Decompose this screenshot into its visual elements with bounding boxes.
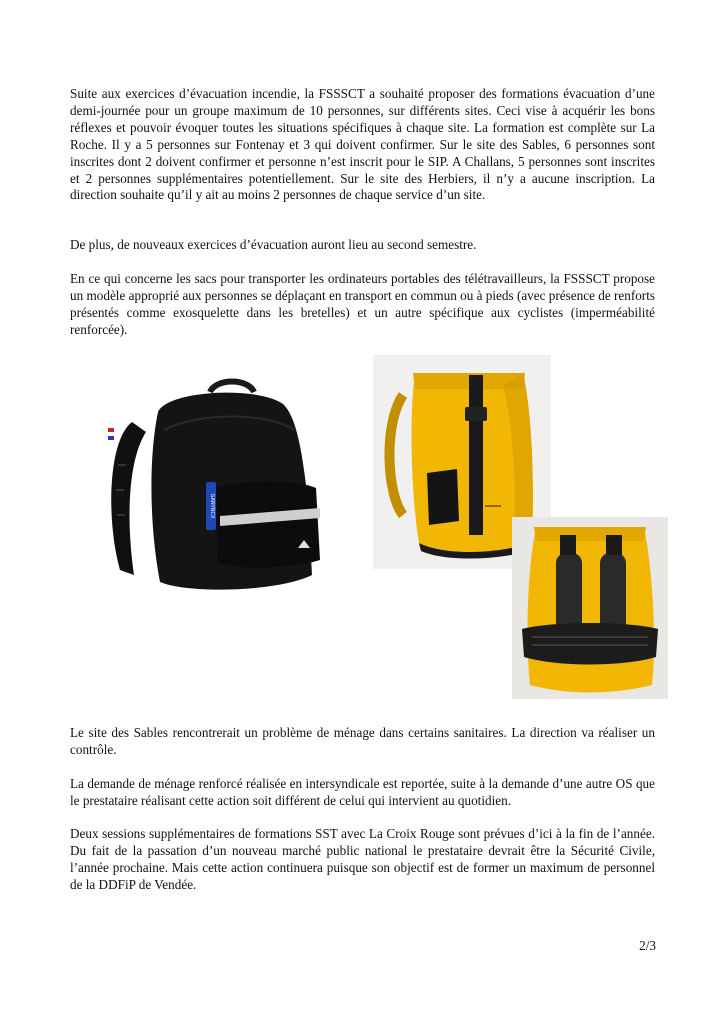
yellow-backpack-back-illustration: [512, 517, 668, 699]
page-number: 2/3: [639, 938, 656, 953]
paragraph-reinforced-cleaning: La demande de ménage renforcé réalisée en intersyndicale est reportée, suite à la demande d’une autre OS que le prestataire réalisant cette action soit différent de celui qui intervient au quotidien.: [70, 776, 655, 808]
black-backpack-illustration: [98, 370, 338, 606]
paragraph-evacuation-training: Suite aux exercices d’évacuation incendie, la FSSSCT a souhaité proposer des formations évacuation d’une demi-journée pour un groupe maximum de 10 personnes, sur différents sites. Ceci vise à acquérir les bons réflexes et pouvoir évoquer toutes les situations spécifiques à chaque site. La formation est complète sur La Roche. Il y a 5 personnes sur Fontenay et 3 qui doivent confirmer. Sur le site des Sables, 6 personnes sont inscrites dont 2 doivent confirmer et personne n’est inscrit pour le SIP. A Challans, 5 personnes sont inscrites et 2 personnes supplémentaires potentiellement. Sur le site des Herbiers, il n’y a aucune inscription. La direction souhaite qu’il y ait au moins 2 personnes de chaque service d’un site.: [70, 86, 655, 203]
paragraph-cleaning-problem: Le site des Sables rencontrerait un problème de ménage dans certains sanitaires. La direction va réaliser un contrôle.: [70, 725, 655, 757]
black-backpack-image: [98, 370, 338, 606]
backpack-tag-text: GANYNCX: [209, 493, 215, 519]
yellow-backpack-back-image: [512, 517, 668, 699]
paragraph-sst-training: Deux sessions supplémentaires de formations SST avec La Croix Rouge sont prévues d’ici à la fin de l’année. Du fait de la passation d’un nouveau marché public national le prestataire devrait être la Sécurité Civile, l’année prochaine. Mais cette action continuera puisque son objectif est de former un maximum de personnel de la DDFiP de Vendée.: [70, 826, 655, 892]
paragraph-laptop-bags: En ce qui concerne les sacs pour transporter les ordinateurs portables des télétravailleurs, la FSSSCT propose un modèle approprié aux personnes se déplaçant en transport en commun ou à pieds (avec présence de renforts présentés comme exosquelette dans les bretelles) et un autre spécifique aux cyclistes (imperméabilité renforcée).: [70, 271, 655, 337]
paragraph-new-exercises: De plus, de nouveaux exercices d’évacuation auront lieu au second semestre.: [70, 237, 477, 252]
